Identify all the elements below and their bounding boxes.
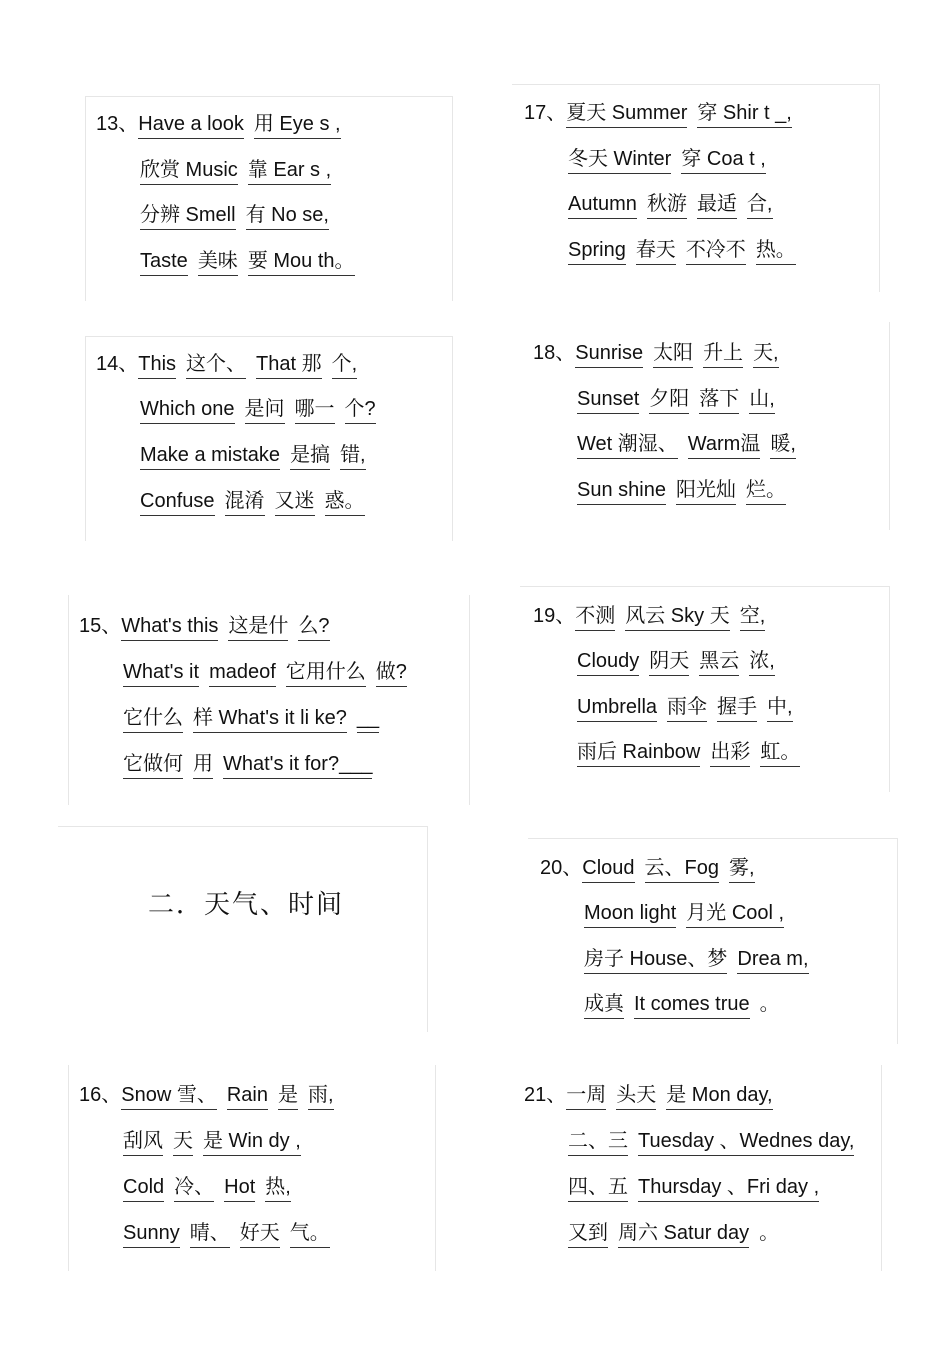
card-20-line-2: Moon light 月光 Cool , xyxy=(584,900,794,928)
card-18-line-2: Sunset 夕阳 落下 山, xyxy=(577,386,785,414)
card-14-line-3: Make a mistake 是搞 错, xyxy=(140,442,376,470)
card-20-line-4: 成真 It comes true 。 xyxy=(584,991,790,1019)
card-17-line-4: Spring 春天 不冷不 热。 xyxy=(568,237,806,265)
item-number: 19、 xyxy=(533,605,576,627)
card-21-line-3: 四、五 Thursday 、Fri day , xyxy=(568,1174,829,1202)
card-18-line-4: Sun shine 阳光灿 烂。 xyxy=(577,477,796,505)
card-13-line-4: Taste 美味 要 Mou th。 xyxy=(140,248,365,276)
item-number: 14、 xyxy=(96,353,139,375)
item-number: 16、 xyxy=(79,1084,122,1106)
card-15-line-1: 15、What's this 这是什 么? xyxy=(79,613,340,641)
card-14-line-4: Confuse 混淆 又迷 惑。 xyxy=(140,488,375,516)
card-14-line-2: Which one 是问 哪一 个? xyxy=(140,396,386,424)
card-15-line-4: 它做何 用 What's it for?___ xyxy=(123,751,382,779)
card-13-line-1: 13、Have a look 用 Eye s , xyxy=(96,111,351,139)
card-13-line-3: 分辨 Smell 有 No se, xyxy=(140,202,339,230)
item-number: 18、 xyxy=(533,342,576,364)
card-16-line-1: 16、Snow 雪、 Rain 是 雨, xyxy=(79,1082,344,1110)
card-19-line-1: 19、不测 风云 Sky 天 空, xyxy=(533,603,775,631)
card-13-line-2: 欣赏 Music 靠 Ear s , xyxy=(140,157,341,185)
card-17-line-1: 17、夏天 Summer 穿 Shir t _, xyxy=(524,100,802,128)
card-19-line-2: Cloudy 阴天 黑云 浓, xyxy=(577,648,785,676)
card-19-line-3: Umbrella 雨伞 握手 中, xyxy=(577,694,803,722)
item-number: 17、 xyxy=(524,102,567,124)
card-21-line-2: 二、三 Tuesday 、Wednes day, xyxy=(568,1128,864,1156)
card-16-line-3: Cold 冷、 Hot 热, xyxy=(123,1174,301,1202)
item-number: 15、 xyxy=(79,615,122,637)
item-number: 21、 xyxy=(524,1084,567,1106)
card-21-line-1: 21、一周 头天 是 Mon day, xyxy=(524,1082,783,1110)
card-heading xyxy=(58,826,428,1032)
card-19-line-4: 雨后 Rainbow 出彩 虹。 xyxy=(577,739,810,767)
item-number: 20、 xyxy=(540,857,583,879)
card-21-line-4: 又到 周六 Satur day 。 xyxy=(568,1220,789,1248)
card-15-line-2: What's it madeof 它用什么 做? xyxy=(123,659,417,687)
card-16-line-2: 刮风 天 是 Win dy , xyxy=(123,1128,311,1156)
card-18-line-3: Wet 潮湿、 Warm温 暖, xyxy=(577,431,806,459)
card-14-line-1: 14、This 这个、 That 那 个, xyxy=(96,351,367,379)
item-number: 13、 xyxy=(96,113,139,135)
card-20-line-3: 房子 House、梦 Drea m, xyxy=(584,946,819,974)
card-16-line-4: Sunny 晴、 好天 气。 xyxy=(123,1220,340,1248)
card-15-line-3: 它什么 样 What's it li ke? __ xyxy=(123,705,389,733)
card-17-line-3: Autumn 秋游 最适 合, xyxy=(568,191,783,219)
card-20-line-1: 20、Cloud 云、Fog 雾, xyxy=(540,855,765,883)
section-heading: 二．天气、时间 xyxy=(148,890,345,920)
card-17-line-2: 冬天 Winter 穿 Coa t , xyxy=(568,146,776,174)
card-18-line-1: 18、Sunrise 太阳 升上 天, xyxy=(533,340,789,368)
